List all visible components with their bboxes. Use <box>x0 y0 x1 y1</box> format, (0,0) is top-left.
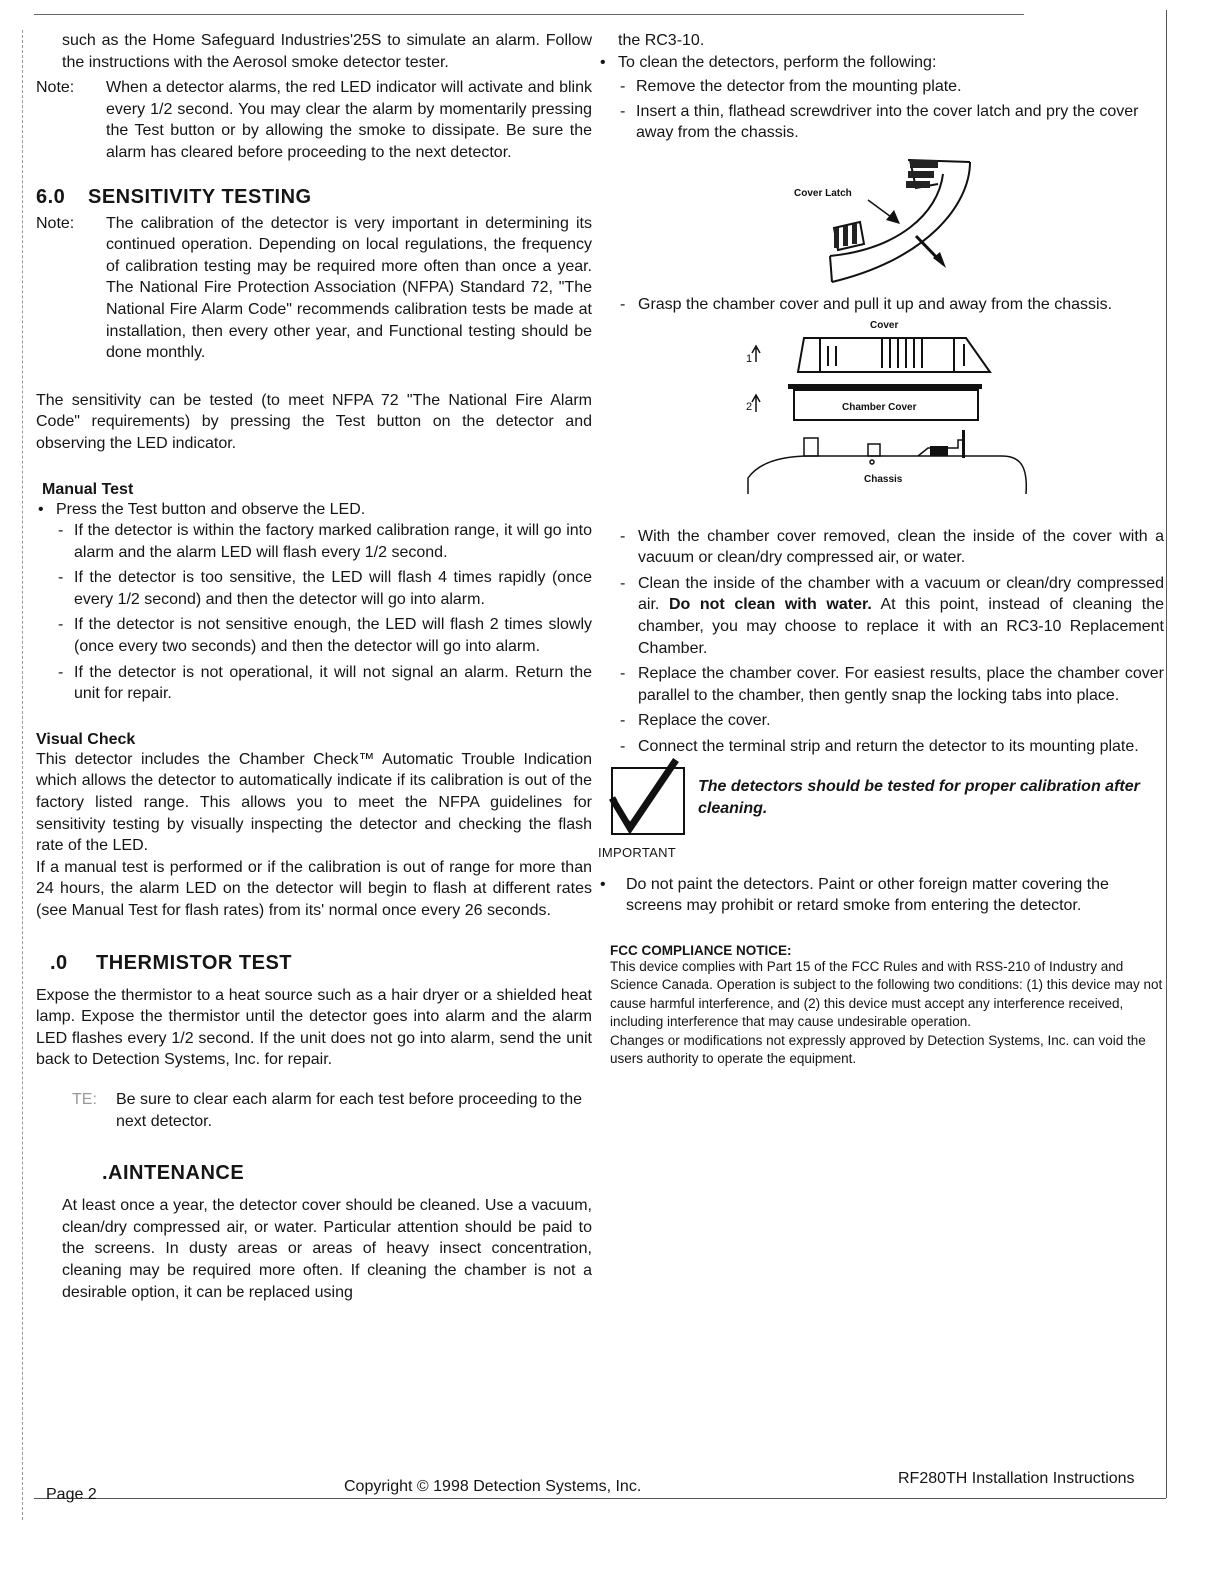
left-column <box>36 30 592 1303</box>
list-item: - Remove the detector from the mounting plate. <box>598 76 1164 98</box>
subheading-visual-check: Visual Check <box>36 730 136 748</box>
warning-text: Do not clean with water. <box>668 596 872 614</box>
note-label: Note: <box>36 214 75 232</box>
continued-text: the RC3-10. <box>618 32 705 49</box>
subheading-manual-test: Manual Test <box>42 480 134 498</box>
cleaning-steps-list <box>598 526 1164 758</box>
visual-check-paragraph: If a manual test is performed or if the calibration is out of range for more than 24 hours, the alarm LED on the detector will begin to flash at different rates (see Manual Test for flash rates) from its' normal once every 26 seconds. <box>36 858 592 919</box>
list-item: - If the detector is not operational, it will not signal an alarm. Return the unit for repair. <box>36 662 592 705</box>
important-callout <box>598 758 1164 860</box>
note-clear-alarm <box>36 1089 592 1132</box>
maintenance-paragraph: At least once a year, the detector cover should be cleaned. Use a vacuum, clean/dry compressed air, or water. Particular attention should be paid to the screens. In dusty areas or areas of heavy insect concentration, cleaning may be required more often. If cleaning the chamber is not a desirable option, it can be replaced using <box>62 1197 592 1301</box>
section-heading-thermistor <box>36 952 592 975</box>
note-label: Note: <box>36 79 75 97</box>
list-item: - Replace the cover. <box>598 710 1164 732</box>
list-item: - Insert a thin, flathead screwdriver into the cover latch and pry the cover away from the chassis. <box>598 101 1164 144</box>
note-label: TE: <box>72 1090 97 1108</box>
fcc-heading: FCC COMPLIANCE NOTICE: <box>610 942 792 958</box>
checkmark-icon <box>598 758 688 840</box>
cover-latch-diagram <box>598 144 1164 294</box>
list-item: • Do not paint the detectors. Paint or other foreign matter covering the screens may prohibit or retard smoke from entering the detector. <box>598 874 1164 917</box>
section-title: SENSITIVITY TESTING <box>88 185 312 208</box>
note-calibration <box>36 213 592 364</box>
note-alarm-clear <box>36 77 592 163</box>
right-margin-rule <box>1166 10 1167 1498</box>
list-item: - Grasp the chamber cover and pull it up and away from the chassis. <box>598 294 1164 316</box>
cover-label: Cover <box>870 319 899 331</box>
list-item: - If the detector is too sensitive, the LED will flash 4 times rapidly (once every 1/2 second) and then the detector will go into alarm. <box>36 567 592 610</box>
chassis-label: Chassis <box>864 473 903 485</box>
list-item: - If the detector is within the factory marked calibration range, it will go into alarm and the alarm LED will flash every 1/2 second. <box>36 520 592 563</box>
chamber-cover-label: Chamber Cover <box>842 401 917 413</box>
note-text: When a detector alarms, the red LED indicator will activate and blink every 1/2 second. You may clear the alarm by momentarily pressing the Test button or by allowing the smoke to dissipate. Be sure the alarm has cleared before proceeding to the next detector. <box>106 79 592 161</box>
section-title: .AINTENANCE <box>102 1162 245 1185</box>
list-item: • Press the Test button and observe the LED. <box>36 499 592 521</box>
fcc-paragraph: This device complies with Part 15 of the FCC Rules and with RSS-210 of Industry and Science Canada. Operation is subject to the following two conditions: (1) this device may not cause harmful interference, and (2) this device must accept any interference received, including interference that may cause undesirable operation. <box>610 958 1163 1030</box>
thermistor-paragraph: Expose the thermistor to a heat source such as a hair dryer or a shielded heat lamp. Expose the thermistor until the detector goes into alarm and the alarm LED flashes every 1/2 second. If the unit does not go into alarm, send the unit back to Detection Systems, Inc. for repair. <box>36 986 592 1069</box>
important-text: The detectors should be tested for proper calibration after cleaning. <box>698 777 1140 817</box>
list-item: - Connect the terminal strip and return the detector to its mounting plate. <box>598 736 1164 758</box>
section-heading-maintenance <box>36 1162 592 1185</box>
chamber-list <box>598 294 1164 316</box>
section-number: .0 <box>50 951 68 974</box>
important-label: IMPORTANT <box>598 844 677 860</box>
list-item: • To clean the detectors, perform the following: <box>598 52 1164 74</box>
important-badge <box>598 758 698 860</box>
list-item <box>598 573 1164 659</box>
list-item: - If the detector is not sensitive enough, the LED will flash 2 times slowly (once every two seconds) and then the detector will go into alarm. <box>36 614 592 657</box>
manual-test-list <box>36 499 592 705</box>
footer-copyright: Copyright © 1998 Detection Systems, Inc. <box>344 1478 642 1495</box>
chamber-cover-diagram <box>598 316 1164 526</box>
cover-latch-label: Cover Latch <box>794 187 852 199</box>
note-text: The calibration of the detector is very important in determining its continued operation. Depending on local regulations, the frequency of calibration testing may be required more often than once a year. The National Fire Protection Association (NFPA) Standard 72, "The National Fire Alarm Code" recommends calibration tests be made at installation, then every other year, and Functional testing should be done monthly. <box>106 214 592 362</box>
footer-document-title: RF280TH Installation Instructions <box>898 1470 1135 1487</box>
section-number: 6.0 <box>36 185 66 208</box>
sensitivity-paragraph: The sensitivity can be tested (to meet NFPA 72 "The National Fire Alarm Code" requirements) by pressing the Test button on the detector and observing the LED indicator. <box>36 391 592 452</box>
section-title: THERMISTOR TEST <box>96 951 293 974</box>
right-column <box>598 30 1164 1069</box>
step-text: Clean the inside of the chamber with a vacuum or clean/dry compressed air. <box>638 574 1164 614</box>
paint-warning-list <box>598 874 1164 917</box>
step-number: 2 <box>746 400 753 413</box>
cleaning-list <box>598 52 1164 144</box>
footer-page-number: Page 2 <box>46 1486 97 1503</box>
visual-check-paragraph: This detector includes the Chamber Check™ Automatic Trouble Indication which allows the detector to automatically indicate if its calibration is out of the factory listed range. This allows you to meet the NFPA guidelines for sensitivity testing by visually inspecting the detector and checking the flash rate of the LED. <box>36 750 592 855</box>
step-number: 1 <box>746 352 753 365</box>
note-text: Be sure to clear each alarm for each test before proceeding to the next detector. <box>116 1090 583 1130</box>
step-text: At this point, instead of cleaning the chamber, you may choose to replace it with an RC3-10 Replacement Chamber. <box>638 596 1164 657</box>
footer-rule <box>34 1498 1166 1499</box>
list-item: - Replace the chamber cover. For easiest results, place the chamber cover parallel to the chamber, then gently snap the locking tabs into place. <box>598 663 1164 706</box>
intro-paragraph: such as the Home Safeguard Industries'25S to simulate an alarm. Follow the instructions with the Aerosol smoke detector tester. <box>62 32 592 71</box>
top-rule <box>34 14 1024 15</box>
list-item: - With the chamber cover removed, clean the inside of the cover with a vacuum or clean/dry compressed air, or water. <box>598 526 1164 569</box>
section-heading-sensitivity <box>36 186 592 209</box>
fcc-paragraph: Changes or modifications not expressly approved by Detection Systems, Inc. can void the users authority to operate the equipment. <box>610 1032 1146 1067</box>
left-margin-rule <box>22 30 23 1520</box>
